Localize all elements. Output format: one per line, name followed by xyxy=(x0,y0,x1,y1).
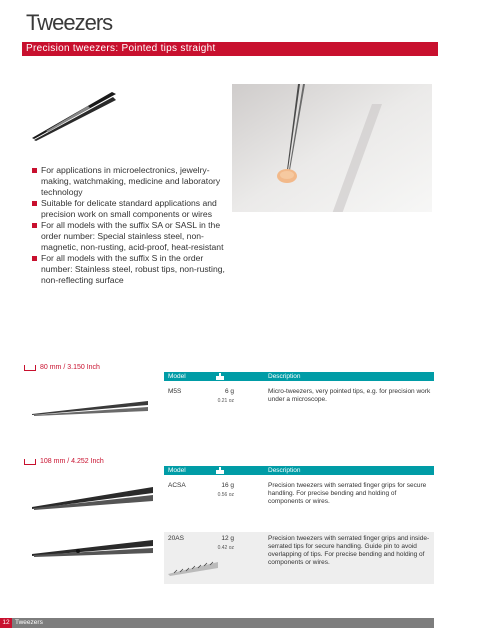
weight-cell: 6 g xyxy=(224,388,234,395)
description-cell: Micro-tweezers, very pointed tips, e.g. for precision work under a microscope. xyxy=(268,388,431,403)
column-description: Description xyxy=(268,373,301,380)
tweezers-acsa-image xyxy=(30,485,155,515)
ruler-icon xyxy=(24,365,36,371)
tweezers-20as-image xyxy=(30,538,155,566)
product-photo xyxy=(232,84,432,212)
size-label xyxy=(24,458,104,465)
feature-list xyxy=(32,165,232,286)
footer-bar xyxy=(0,618,434,628)
size-label-text: 80 mm / 3.150 Inch xyxy=(40,364,100,371)
description-cell: Precision tweezers with serrated finger grips and inside-serrated tips for secure handling. Guide pin to avoid overlapping of tips. For precise bending and holding of components or wires. xyxy=(268,535,430,566)
page-number: 12 xyxy=(0,618,12,628)
column-model: Model xyxy=(168,467,186,474)
table-row xyxy=(164,532,434,584)
column-model: Model xyxy=(168,373,186,380)
serrated-tip-detail xyxy=(168,560,220,576)
weight-icon xyxy=(216,467,224,474)
model-cell: M5S xyxy=(168,388,182,395)
subtitle-banner: Precision tweezers: Pointed tips straight xyxy=(22,42,438,56)
weight-cell: 16 g xyxy=(221,482,234,489)
feature-item: For all models with the suffix SA or SASL in the order number: Special stainless steel, non-magnetic, non-rusting, acid-proof, heat-resistant xyxy=(32,220,232,253)
footer-section: Tweezers xyxy=(15,619,43,626)
table-header xyxy=(164,372,434,381)
tweezers-m5s-image xyxy=(30,395,150,425)
size-label-text: 108 mm / 4.252 Inch xyxy=(40,458,104,465)
feature-item: For all models with the suffix S in the order number: Stainless steel, robust tips, non-rusting, non-reflecting surface xyxy=(32,253,232,286)
model-cell: 20AS xyxy=(168,535,184,542)
model-cell: ACSA xyxy=(168,482,186,489)
tweezers-illustration xyxy=(28,92,118,142)
feature-item: For applications in microelectronics, jewelry-making, watchmaking, medicine and laboratory technology xyxy=(32,165,232,198)
weight-oz-cell: 0.56 oz xyxy=(217,492,234,498)
weight-oz-cell: 0.21 oz xyxy=(217,398,234,404)
column-description: Description xyxy=(268,467,301,474)
table-row xyxy=(164,482,434,520)
table-header xyxy=(164,466,434,475)
page-title: Tweezers xyxy=(26,10,113,35)
weight-oz-cell: 0.42 oz xyxy=(217,545,234,551)
description-cell: Precision tweezers with serrated finger grips for secure handling. For precise bending and holding of components or wires. xyxy=(268,482,427,505)
size-label xyxy=(24,364,100,371)
ruler-icon xyxy=(24,459,36,465)
feature-item: Suitable for delicate standard applications and precision work on small components or wires xyxy=(32,198,232,220)
table-row xyxy=(164,388,434,418)
weight-cell: 12 g xyxy=(221,535,234,542)
weight-icon xyxy=(216,373,224,380)
